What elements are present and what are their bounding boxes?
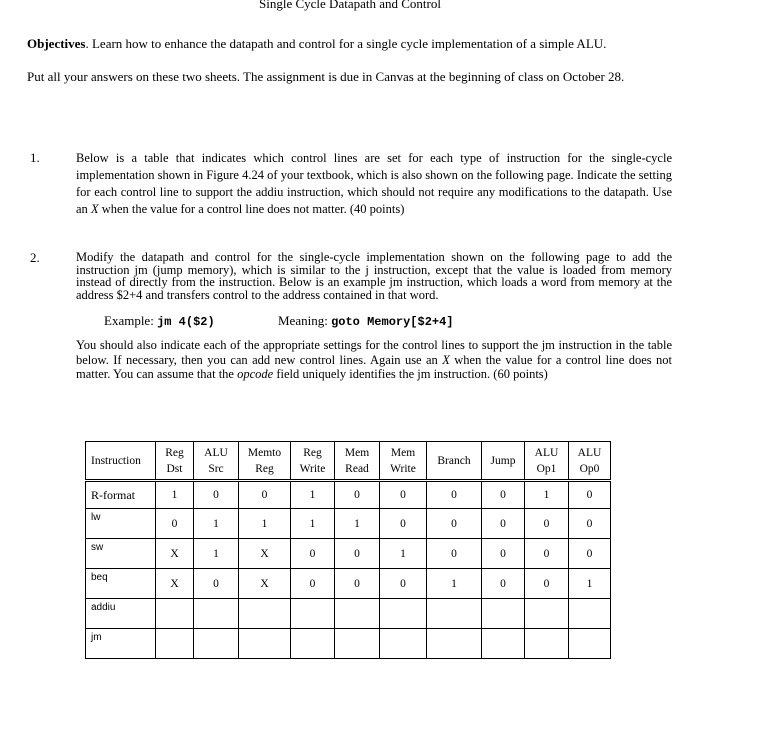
control-value-cell: 1: [194, 539, 239, 569]
control-value-cell: [194, 629, 239, 659]
control-value-cell: 0: [525, 569, 569, 599]
control-value-cell: 1: [239, 509, 291, 539]
control-value-cell: 0: [380, 569, 427, 599]
control-value-cell: 0: [482, 481, 525, 509]
table-row: [86, 481, 611, 509]
q2-text2-a: You should also indicate each of the appropriate settings for the control lines to support the jm instruction in the table below. If necessary, then you can add new control lines. Again use an: [76, 338, 672, 367]
q1-x-symbol: X: [90, 202, 99, 216]
instruction-cell: jm: [86, 629, 156, 659]
control-value-cell: 1: [525, 481, 569, 509]
control-value-cell: 0: [427, 509, 482, 539]
question-2-text: Modify the datapath and control for the single-cycle implementation shown on the following page to add the instruction jm (jump memory), which is similar to the j instruction, except that the value is loaded from memory instead of directly from the instruction. Below is an example jm instruction, which loads a word from memory at the address $2+4 and transfers control to the address contained in that word.: [76, 250, 672, 302]
instruction-cell: R-format: [86, 481, 156, 509]
control-value-cell: [156, 599, 194, 629]
instruction-cell: lw: [86, 509, 156, 539]
header-aluop1: ALU Op1: [525, 442, 569, 481]
control-value-cell: 0: [482, 539, 525, 569]
control-value-cell: 1: [569, 569, 611, 599]
header-jump: Jump: [482, 442, 525, 481]
control-value-cell: 0: [427, 481, 482, 509]
control-value-cell: [291, 599, 335, 629]
q2-text2-b: when the value for a control line does not matter. You can assume that the: [76, 352, 672, 381]
question-2-number: 2.: [30, 250, 40, 265]
control-value-cell: 0: [335, 569, 380, 599]
control-value-cell: [335, 629, 380, 659]
table-row: [86, 629, 611, 659]
control-value-cell: 0: [335, 481, 380, 509]
control-value-cell: [569, 599, 611, 629]
control-value-cell: [239, 599, 291, 629]
control-value-cell: X: [239, 539, 291, 569]
q2-text2-c: field uniquely identifies the jm instruction. (60 points): [273, 367, 548, 381]
q1-text-a: Below is a table that indicates which control lines are set for each type of instruction for the single-cycle implementation shown in Figure 4.24 of your textbook, which is also shown on the following page. Indicate the setting for each control line to support the addiu instruction, which should not require any modifications to the datapath. Use an: [76, 151, 672, 216]
objectives: [27, 36, 606, 52]
control-value-cell: 0: [194, 569, 239, 599]
control-value-cell: 1: [335, 509, 380, 539]
control-value-cell: 1: [194, 509, 239, 539]
example-code: jm 4($2): [157, 315, 215, 329]
control-value-cell: X: [239, 569, 291, 599]
header-regdst: Reg Dst: [156, 442, 194, 481]
table-header-row: [86, 442, 611, 481]
example-label: Example:: [104, 313, 158, 328]
table-row: [86, 569, 611, 599]
control-value-cell: 0: [156, 509, 194, 539]
objectives-text: . Learn how to enhance the datapath and control for a single cycle implementation of a simple ALU.: [85, 36, 607, 51]
header-instruction: Instruction: [86, 442, 156, 481]
header-aluop0: ALU Op0: [569, 442, 611, 481]
control-value-cell: [194, 599, 239, 629]
control-value-cell: [380, 629, 427, 659]
control-value-cell: [427, 599, 482, 629]
control-value-cell: 1: [156, 481, 194, 509]
page-title: Single Cycle Datapath and Control: [259, 0, 441, 11]
control-value-cell: 1: [380, 539, 427, 569]
control-value-cell: 0: [482, 569, 525, 599]
control-value-cell: [525, 599, 569, 629]
control-value-cell: [380, 599, 427, 629]
instruction-cell: beq: [86, 569, 156, 599]
control-value-cell: [482, 599, 525, 629]
header-alusrc: ALU Src: [194, 442, 239, 481]
table-row: [86, 539, 611, 569]
control-value-cell: [525, 629, 569, 659]
control-value-cell: 0: [569, 539, 611, 569]
control-value-cell: 1: [291, 509, 335, 539]
control-value-cell: [335, 599, 380, 629]
control-value-cell: X: [156, 539, 194, 569]
objectives-label: Objectives: [27, 36, 86, 51]
control-value-cell: 0: [291, 569, 335, 599]
control-value-cell: 0: [291, 539, 335, 569]
question-1-text: [76, 150, 672, 218]
table-row: [86, 599, 611, 629]
control-value-cell: 0: [482, 509, 525, 539]
header-branch: Branch: [427, 442, 482, 481]
meaning-code: goto Memory[$2+4]: [331, 315, 454, 329]
control-value-cell: 0: [380, 481, 427, 509]
control-value-cell: [291, 629, 335, 659]
q2-x-symbol: X: [442, 352, 450, 367]
instructions-text: Put all your answers on these two sheets. The assignment is due in Canvas at the beginning of class on October 28.: [27, 69, 625, 84]
header-memwrite: Mem Write: [380, 442, 427, 481]
instruction-cell: sw: [86, 539, 156, 569]
control-value-cell: 0: [335, 539, 380, 569]
meaning-label: Meaning:: [278, 313, 332, 328]
q2-opcode-word: opcode: [237, 367, 274, 381]
question-2-text-continued: [76, 338, 672, 382]
q1-text-b: when the value for a control line does not matter. (40 points): [98, 202, 405, 216]
control-value-cell: 0: [427, 539, 482, 569]
header-regwrite: Reg Write: [291, 442, 335, 481]
control-value-cell: 0: [194, 481, 239, 509]
header-memtoreg: Memto Reg: [239, 442, 291, 481]
control-value-cell: 0: [525, 509, 569, 539]
control-value-cell: 0: [239, 481, 291, 509]
control-table: [85, 441, 611, 659]
question-1-number: 1.: [30, 150, 40, 165]
control-value-cell: 0: [525, 539, 569, 569]
control-value-cell: 1: [427, 569, 482, 599]
meaning-line: [278, 313, 454, 329]
control-value-cell: X: [156, 569, 194, 599]
control-value-cell: [156, 629, 194, 659]
control-value-cell: [569, 629, 611, 659]
control-value-cell: 1: [291, 481, 335, 509]
control-value-cell: [427, 629, 482, 659]
instruction-cell: addiu: [86, 599, 156, 629]
example-line: [104, 313, 215, 329]
control-value-cell: [482, 629, 525, 659]
header-memread: Mem Read: [335, 442, 380, 481]
control-value-cell: 0: [380, 509, 427, 539]
control-value-cell: 0: [569, 509, 611, 539]
control-value-cell: 0: [569, 481, 611, 509]
control-value-cell: [239, 629, 291, 659]
table-row: [86, 509, 611, 539]
